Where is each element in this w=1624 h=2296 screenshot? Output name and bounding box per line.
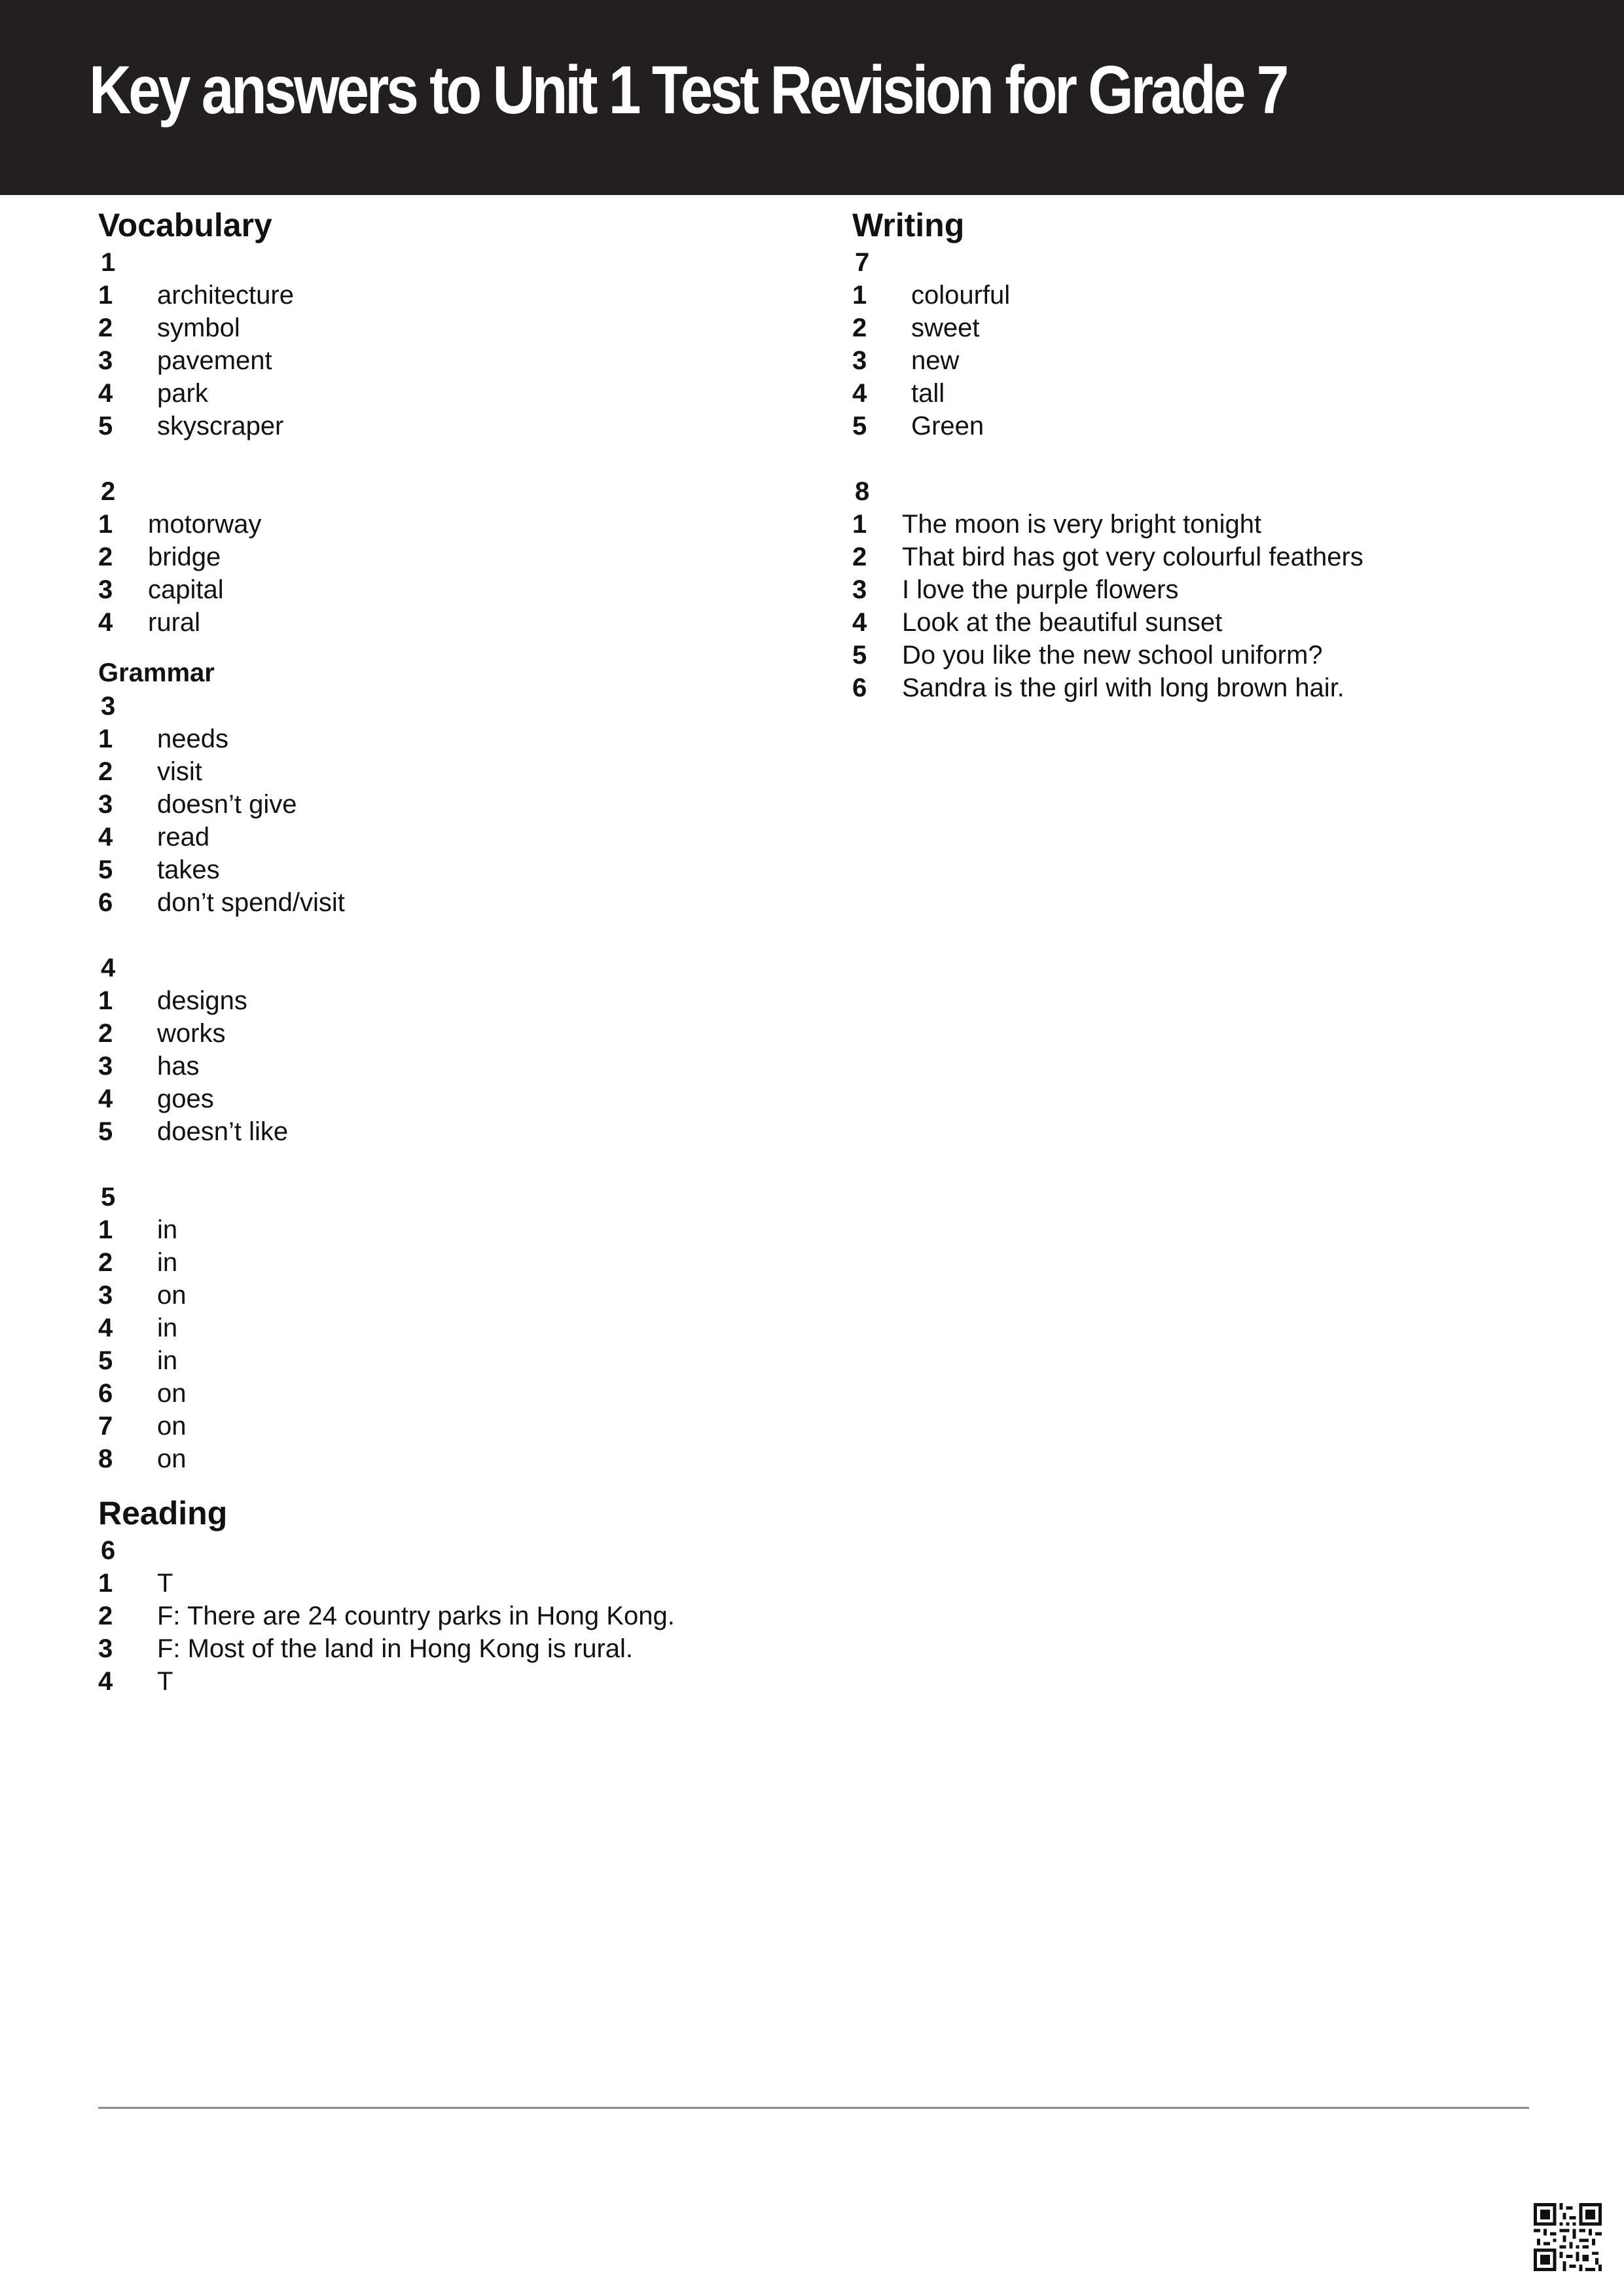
answer-list bbox=[98, 723, 818, 919]
item-number: 4 bbox=[98, 823, 113, 852]
item-number: 1 bbox=[98, 510, 113, 539]
answer-row bbox=[98, 1600, 818, 1632]
answer-text: on bbox=[157, 1379, 187, 1408]
answer-row bbox=[98, 1083, 818, 1115]
left-column bbox=[98, 204, 818, 1698]
answer-row bbox=[98, 984, 818, 1017]
answer-list bbox=[98, 279, 818, 442]
answer-text: in bbox=[157, 1346, 178, 1375]
answer-text: skyscraper bbox=[157, 412, 284, 440]
answer-row bbox=[98, 279, 818, 312]
item-number: 1 bbox=[852, 281, 867, 310]
answer-text: read bbox=[157, 823, 210, 852]
answer-row bbox=[98, 573, 818, 606]
answer-text: F: There are 24 country parks in Hong Kong. bbox=[157, 1602, 675, 1630]
answer-text: That bird has got very colourful feathers bbox=[902, 543, 1363, 571]
item-number: 4 bbox=[852, 608, 867, 637]
answer-row bbox=[852, 344, 1572, 377]
answer-row bbox=[98, 886, 818, 919]
answer-row bbox=[852, 377, 1572, 410]
answer-text: works bbox=[157, 1019, 226, 1048]
answer-text: I love the purple flowers bbox=[902, 575, 1179, 604]
item-number: 1 bbox=[98, 725, 113, 753]
item-number: 2 bbox=[98, 1602, 113, 1630]
item-number: 4 bbox=[98, 379, 113, 408]
answer-text: rural bbox=[148, 608, 201, 637]
answer-row bbox=[98, 1410, 818, 1443]
item-number: 1 bbox=[98, 1569, 113, 1598]
item-number: 3 bbox=[98, 575, 113, 604]
writing-heading: Writing bbox=[852, 207, 965, 243]
answer-text: doesn’t give bbox=[157, 790, 297, 819]
answer-row bbox=[98, 410, 818, 442]
answer-text: capital bbox=[148, 575, 224, 604]
answer-text: Look at the beautiful sunset bbox=[902, 608, 1223, 637]
item-number: 6 bbox=[98, 888, 113, 917]
reading-heading: Reading bbox=[98, 1495, 228, 1532]
exercise-number: 5 bbox=[101, 1183, 116, 1211]
answer-text: sweet bbox=[911, 314, 980, 342]
answer-text: Sandra is the girl with long brown hair. bbox=[902, 673, 1344, 702]
item-number: 4 bbox=[98, 1667, 113, 1696]
item-number: 3 bbox=[852, 575, 867, 604]
answer-text: on bbox=[157, 1412, 187, 1441]
answer-text: in bbox=[157, 1314, 178, 1342]
answer-text: Green bbox=[911, 412, 984, 440]
item-number: 5 bbox=[852, 412, 867, 440]
answer-text: new bbox=[911, 346, 960, 375]
answer-row bbox=[852, 606, 1572, 639]
item-number: 6 bbox=[98, 1379, 113, 1408]
answer-text: designs bbox=[157, 986, 247, 1015]
item-number: 2 bbox=[98, 1248, 113, 1277]
header-banner bbox=[0, 0, 1624, 195]
answer-text: architecture bbox=[157, 281, 294, 310]
exercise-number: 6 bbox=[101, 1536, 116, 1565]
answer-row bbox=[98, 1665, 818, 1698]
answer-row bbox=[98, 1279, 818, 1312]
answer-text: in bbox=[157, 1215, 178, 1244]
answer-row bbox=[852, 639, 1572, 672]
answer-text: T bbox=[157, 1569, 173, 1598]
answer-list bbox=[98, 1567, 818, 1698]
answer-row bbox=[98, 1017, 818, 1050]
grammar-heading: Grammar bbox=[98, 658, 215, 687]
item-number: 3 bbox=[98, 790, 113, 819]
item-number: 2 bbox=[98, 543, 113, 571]
answer-row bbox=[98, 1050, 818, 1083]
footer-divider bbox=[98, 2107, 1529, 2109]
page-title: Key answers to Unit 1 Test Revision for Grade 7 bbox=[89, 52, 1287, 128]
answer-row bbox=[98, 1344, 818, 1377]
answer-row bbox=[98, 1213, 818, 1246]
answer-row bbox=[98, 723, 818, 755]
item-number: 3 bbox=[98, 1281, 113, 1310]
item-number: 4 bbox=[98, 608, 113, 637]
answer-text: Do you like the new school uniform? bbox=[902, 641, 1323, 670]
answer-text: colourful bbox=[911, 281, 1011, 310]
answer-row bbox=[98, 606, 818, 639]
exercise-number: 3 bbox=[101, 692, 116, 721]
answer-row bbox=[852, 410, 1572, 442]
answer-text: don’t spend/visit bbox=[157, 888, 345, 917]
answer-text: has bbox=[157, 1052, 200, 1081]
item-number: 1 bbox=[852, 510, 867, 539]
qr-code-icon bbox=[1534, 2203, 1602, 2271]
answer-text: T bbox=[157, 1667, 173, 1696]
answer-row bbox=[98, 1115, 818, 1148]
answer-list bbox=[98, 984, 818, 1148]
right-column bbox=[852, 204, 1572, 704]
answer-row bbox=[98, 853, 818, 886]
item-number: 6 bbox=[852, 673, 867, 702]
answer-row bbox=[98, 1443, 818, 1475]
answer-list bbox=[98, 508, 818, 639]
answer-list bbox=[98, 1213, 818, 1475]
answer-row bbox=[98, 541, 818, 573]
answer-text: bridge bbox=[148, 543, 221, 571]
item-number: 7 bbox=[98, 1412, 113, 1441]
item-number: 5 bbox=[98, 412, 113, 440]
answer-row bbox=[852, 508, 1572, 541]
answer-row bbox=[852, 573, 1572, 606]
answer-text: in bbox=[157, 1248, 178, 1277]
answer-text: needs bbox=[157, 725, 228, 753]
item-number: 3 bbox=[852, 346, 867, 375]
item-number: 2 bbox=[98, 314, 113, 342]
exercise-number: 2 bbox=[101, 477, 116, 506]
answer-row bbox=[98, 1312, 818, 1344]
answer-row bbox=[98, 1567, 818, 1600]
item-number: 4 bbox=[852, 379, 867, 408]
answer-row bbox=[98, 788, 818, 821]
answer-text: on bbox=[157, 1281, 187, 1310]
item-number: 1 bbox=[98, 281, 113, 310]
answer-text: on bbox=[157, 1444, 187, 1473]
answer-row bbox=[98, 1377, 818, 1410]
answer-row bbox=[852, 312, 1572, 344]
answer-row bbox=[852, 541, 1572, 573]
item-number: 5 bbox=[98, 1346, 113, 1375]
item-number: 2 bbox=[98, 757, 113, 786]
answer-text: The moon is very bright tonight bbox=[902, 510, 1262, 539]
item-number: 2 bbox=[852, 543, 867, 571]
answer-row bbox=[98, 821, 818, 853]
answer-text: tall bbox=[911, 379, 945, 408]
item-number: 4 bbox=[98, 1314, 113, 1342]
answer-text: goes bbox=[157, 1085, 214, 1113]
item-number: 5 bbox=[852, 641, 867, 670]
answer-text: doesn’t like bbox=[157, 1117, 289, 1146]
item-number: 2 bbox=[98, 1019, 113, 1048]
item-number: 8 bbox=[98, 1444, 113, 1473]
answer-text: motorway bbox=[148, 510, 262, 539]
answer-row bbox=[98, 755, 818, 788]
answer-text: F: Most of the land in Hong Kong is rural. bbox=[157, 1634, 634, 1663]
exercise-number: 4 bbox=[101, 954, 116, 982]
answer-text: pavement bbox=[157, 346, 272, 375]
item-number: 1 bbox=[98, 1215, 113, 1244]
answer-text: takes bbox=[157, 855, 220, 884]
item-number: 5 bbox=[98, 855, 113, 884]
answer-row bbox=[98, 1246, 818, 1279]
answer-row bbox=[852, 672, 1572, 704]
item-number: 2 bbox=[852, 314, 867, 342]
exercise-number: 8 bbox=[855, 477, 870, 506]
item-number: 3 bbox=[98, 1634, 113, 1663]
item-number: 4 bbox=[98, 1085, 113, 1113]
answer-row bbox=[852, 279, 1572, 312]
answer-list bbox=[852, 279, 1572, 442]
answer-row bbox=[98, 508, 818, 541]
answer-row bbox=[98, 1632, 818, 1665]
answer-text: symbol bbox=[157, 314, 240, 342]
answer-list bbox=[852, 508, 1572, 704]
answer-text: park bbox=[157, 379, 208, 408]
answer-row bbox=[98, 377, 818, 410]
vocabulary-heading: Vocabulary bbox=[98, 207, 272, 243]
answer-text: visit bbox=[157, 757, 202, 786]
item-number: 1 bbox=[98, 986, 113, 1015]
exercise-number: 1 bbox=[101, 248, 116, 277]
answer-row bbox=[98, 312, 818, 344]
item-number: 5 bbox=[98, 1117, 113, 1146]
item-number: 3 bbox=[98, 1052, 113, 1081]
answer-row bbox=[98, 344, 818, 377]
item-number: 3 bbox=[98, 346, 113, 375]
exercise-number: 7 bbox=[855, 248, 870, 277]
